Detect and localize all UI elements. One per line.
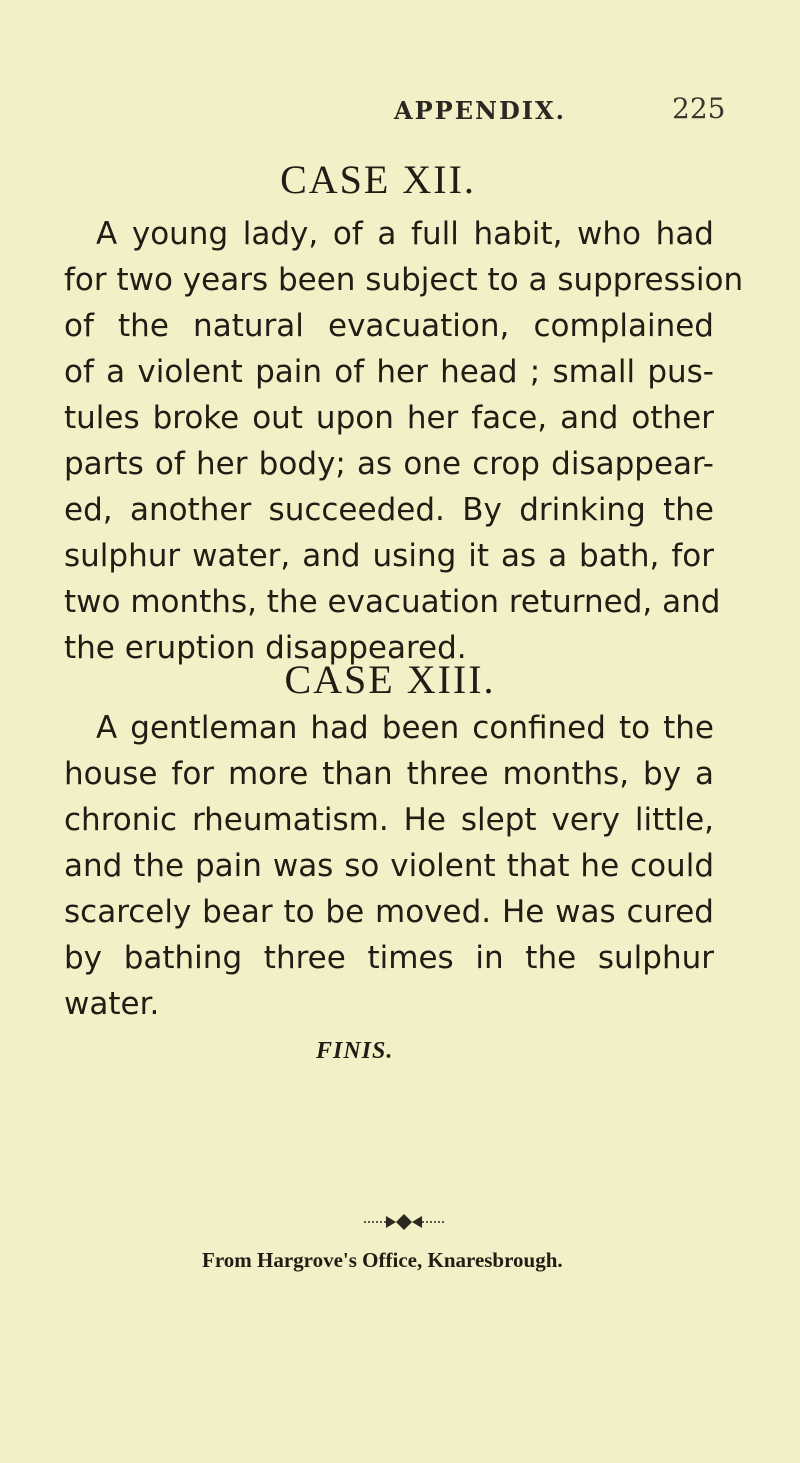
- printer-imprint: From Hargrove's Office, Knaresbrough.: [202, 1248, 563, 1272]
- text-line: ed, another succeeded. By drinking the: [64, 492, 714, 528]
- case-xii-heading: CASE XII.: [280, 157, 476, 202]
- text-line: two months, the evacuation returned, and: [64, 584, 721, 620]
- case-xii-paragraph: [64, 211, 744, 671]
- case-xiii-paragraph: [64, 705, 714, 1027]
- text-line: sulphur water, and using it as a bath, for: [64, 538, 714, 574]
- text-line: and the pain was so violent that he could: [64, 848, 714, 884]
- text-line: house for more than three months, by a: [64, 756, 714, 792]
- ornament-divider-icon: [362, 1210, 446, 1234]
- finis-mark: FINIS.: [316, 1038, 394, 1064]
- text-line: tules broke out upon her face, and other: [64, 400, 714, 436]
- case-xiii-heading: CASE XIII.: [284, 657, 496, 702]
- running-head: APPENDIX.: [394, 96, 566, 125]
- text-line: water.: [64, 986, 160, 1022]
- text-line: chronic rheumatism. He slept very little,: [64, 802, 714, 838]
- text-line: of a violent pain of her head ; small pus-: [64, 354, 714, 390]
- text-line: for two years been subject to a suppression: [64, 262, 744, 298]
- text-line: of the natural evacuation, complained: [64, 308, 714, 344]
- text-line: parts of her body; as one crop disappear-: [64, 446, 714, 482]
- text-line: A young lady, of a full habit, who had: [96, 216, 714, 252]
- text-line: A gentleman had been confined to the: [96, 710, 714, 746]
- page-number: 225: [672, 92, 726, 125]
- text-line: the eruption disappeared.: [64, 630, 467, 666]
- text-line: by bathing three times in the sulphur: [64, 940, 714, 976]
- text-line: scarcely bear to be moved. He was cured: [64, 894, 714, 930]
